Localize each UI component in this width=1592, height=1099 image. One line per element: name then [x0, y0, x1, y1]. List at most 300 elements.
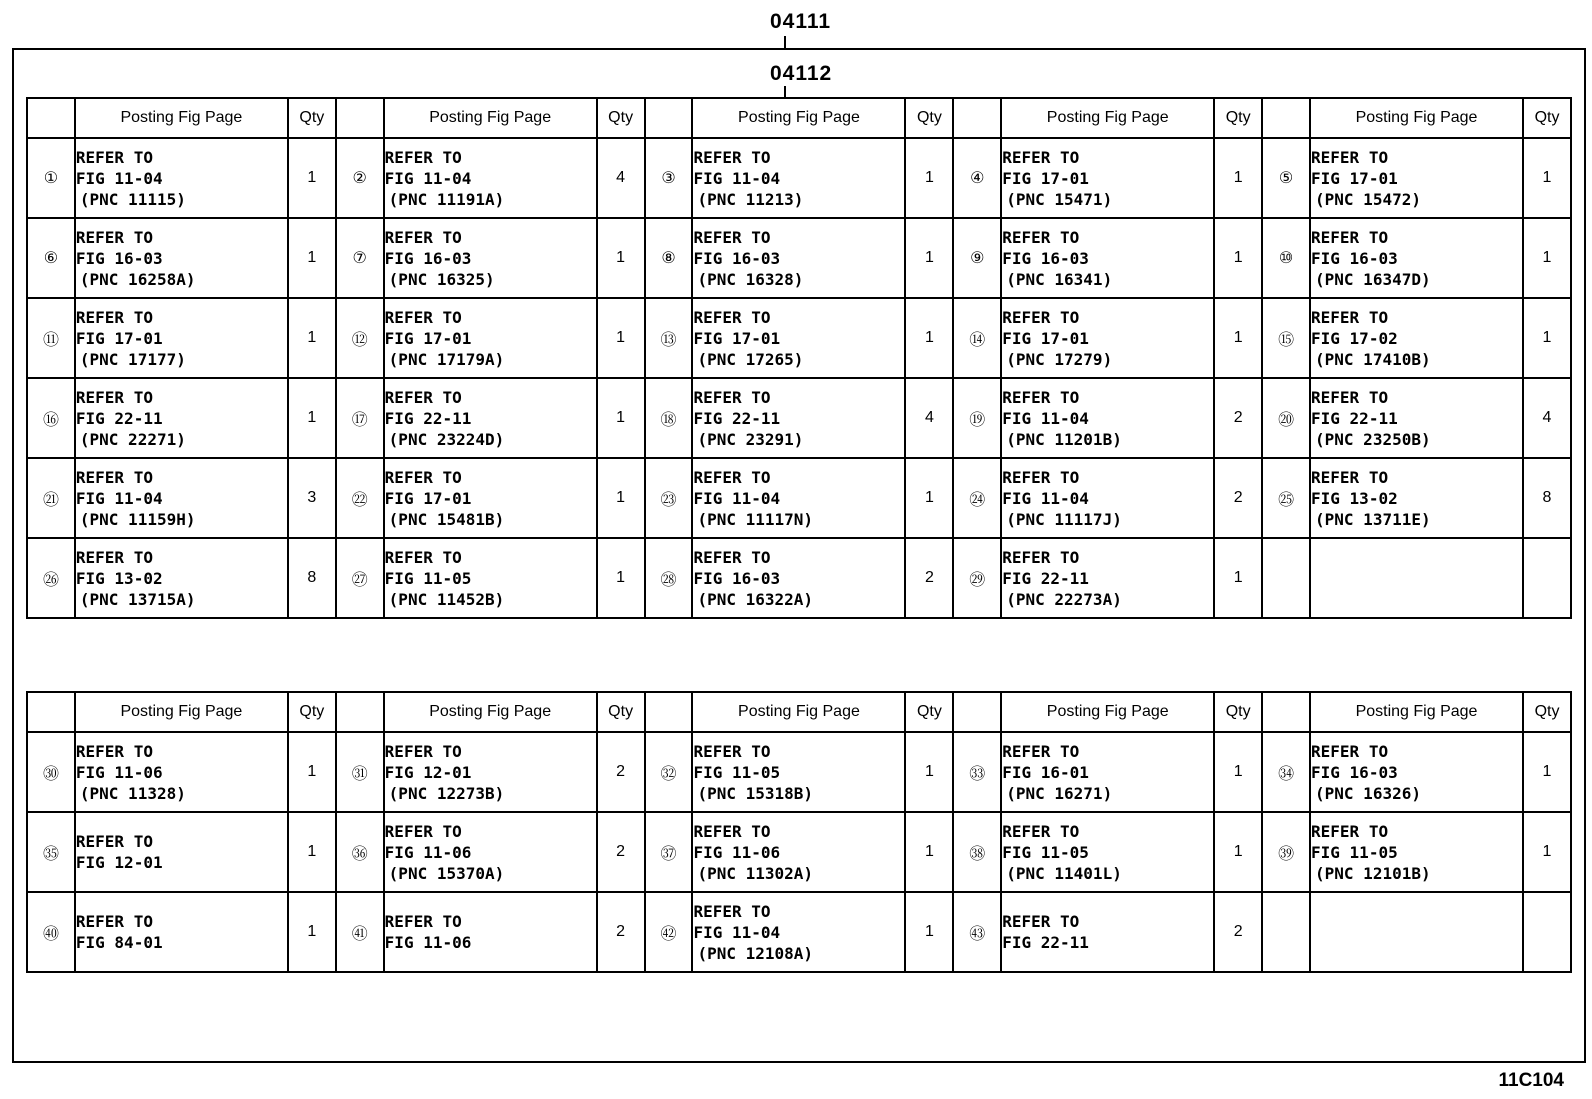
callout-number: ㊸	[969, 925, 986, 943]
qty-cell: 1	[1214, 812, 1262, 892]
callout-number: ㉑	[42, 491, 59, 509]
reference-label: REFER TO	[75, 387, 153, 407]
header-qty: Qty	[288, 98, 336, 138]
figure-reference: FIG 11-05	[384, 568, 472, 588]
reference-cell	[75, 378, 288, 458]
pnc-number: (PNC 15481B)	[388, 509, 505, 529]
callout-number: ㊷	[660, 925, 677, 943]
header-posting-fig-page: Posting Fig Page	[1310, 692, 1523, 732]
header-blank-cell	[645, 692, 693, 732]
reference-cell	[75, 732, 288, 812]
header-posting-fig-page: Posting Fig Page	[75, 692, 288, 732]
pnc-number: (PNC 16328)	[697, 269, 804, 289]
reference-label: REFER TO	[1311, 147, 1389, 167]
reference-cell	[1001, 892, 1214, 972]
reference-cell	[384, 298, 597, 378]
pnc-number: (PNC 17179A)	[388, 349, 505, 369]
reference-cell	[692, 732, 905, 812]
reference-cell	[384, 892, 597, 972]
reference-cell	[692, 298, 905, 378]
callout-number: ⑳	[1278, 411, 1295, 429]
pnc-number: (PNC 11201B)	[1006, 429, 1122, 449]
header-posting-fig-page: Posting Fig Page	[1001, 98, 1214, 138]
header-posting-fig-page: Posting Fig Page	[384, 692, 597, 732]
reference-table-1	[26, 97, 1572, 619]
figure-reference: FIG 11-04	[1002, 408, 1089, 428]
reference-cell	[75, 538, 288, 618]
index-cell	[953, 458, 1001, 538]
reference-cell	[75, 138, 288, 218]
table-row	[27, 812, 1571, 892]
qty-cell: 8	[288, 538, 336, 618]
table-row	[27, 458, 1571, 538]
qty-cell: 1	[288, 298, 336, 378]
reference-label: REFER TO	[384, 741, 462, 761]
figure-reference: FIG 22-11	[1002, 568, 1089, 588]
reference-cell	[1001, 538, 1214, 618]
header-qty: Qty	[1214, 692, 1262, 732]
qty-cell: 1	[1214, 298, 1262, 378]
callout-number: ㉒	[351, 491, 368, 509]
header-qty: Qty	[905, 692, 953, 732]
callout-number: ㉖	[42, 571, 59, 589]
index-cell	[336, 458, 384, 538]
reference-cell	[1310, 538, 1523, 618]
index-cell	[27, 458, 75, 538]
qty-cell: 2	[905, 538, 953, 618]
index-cell	[953, 218, 1001, 298]
pnc-number: (PNC 16271)	[1006, 783, 1113, 803]
table-row	[27, 298, 1571, 378]
index-cell	[645, 298, 693, 378]
reference-label: REFER TO	[1002, 741, 1080, 761]
pnc-number: (PNC 13711E)	[1315, 509, 1431, 529]
pnc-number: (PNC 11115)	[79, 189, 186, 209]
figure-reference: FIG 13-02	[1311, 488, 1398, 508]
figure-reference: FIG 13-02	[75, 568, 163, 588]
callout-number: ㊴	[1278, 845, 1295, 863]
index-cell	[1262, 458, 1310, 538]
figure-reference: FIG 17-01	[1002, 168, 1089, 188]
callout-number: ㉓	[660, 491, 677, 509]
index-cell	[336, 812, 384, 892]
reference-label: REFER TO	[1002, 387, 1080, 407]
pnc-number: (PNC 11452B)	[388, 589, 505, 609]
reference-label: REFER TO	[75, 547, 153, 567]
pnc-number: (PNC 17279)	[1006, 349, 1113, 369]
callout-number: ⑪	[42, 331, 59, 349]
reference-label: REFER TO	[693, 467, 771, 487]
qty-cell: 1	[597, 298, 645, 378]
reference-label: REFER TO	[75, 467, 153, 487]
header-blank-cell	[1262, 98, 1310, 138]
qty-cell: 1	[288, 218, 336, 298]
callout-number: ㉞	[1278, 765, 1295, 783]
figure-reference: FIG 17-01	[1002, 328, 1089, 348]
reference-cell	[1310, 458, 1523, 538]
qty-cell: 2	[597, 812, 645, 892]
qty-cell: 1	[288, 138, 336, 218]
reference-cell	[75, 218, 288, 298]
pnc-number: (PNC 16322A)	[697, 589, 814, 609]
index-cell	[1262, 298, 1310, 378]
reference-label: REFER TO	[384, 912, 462, 931]
figure-reference: FIG 11-06	[693, 842, 781, 862]
index-cell	[645, 538, 693, 618]
figure-reference: FIG 16-03	[1002, 248, 1089, 268]
index-cell	[645, 218, 693, 298]
reference-label: REFER TO	[693, 147, 771, 167]
reference-label: REFER TO	[1311, 467, 1389, 487]
qty-cell: 1	[597, 378, 645, 458]
callout-number: ㉙	[969, 571, 986, 589]
reference-label: REFER TO	[693, 387, 771, 407]
reference-cell	[692, 458, 905, 538]
index-cell	[336, 378, 384, 458]
callout-number: ㉕	[1278, 491, 1295, 509]
figure-reference: FIG 22-11	[384, 408, 472, 428]
pnc-number: (PNC 23291)	[697, 429, 804, 449]
reference-cell	[1001, 812, 1214, 892]
assembly-code-inner: 04112	[770, 62, 833, 85]
pnc-number: (PNC 16326)	[1315, 783, 1421, 803]
callout-number: ㊱	[351, 845, 368, 863]
qty-cell: 1	[905, 298, 953, 378]
qty-cell: 1	[288, 892, 336, 972]
figure-reference: FIG 22-11	[75, 408, 163, 428]
index-cell	[953, 732, 1001, 812]
pnc-number: (PNC 23224D)	[388, 429, 505, 449]
reference-label: REFER TO	[75, 307, 153, 327]
callout-number: ⑤	[1278, 170, 1294, 187]
pnc-number: (PNC 15370A)	[388, 863, 505, 883]
pnc-number: (PNC 16347D)	[1315, 269, 1431, 289]
pnc-number: (PNC 11328)	[79, 783, 186, 803]
figure-reference: FIG 11-06	[75, 762, 163, 782]
figure-reference: FIG 12-01	[384, 762, 472, 782]
table-row	[27, 378, 1571, 458]
reference-label: REFER TO	[1311, 821, 1389, 841]
reference-cell	[1001, 732, 1214, 812]
reference-cell	[1310, 298, 1523, 378]
index-cell	[953, 298, 1001, 378]
reference-label: REFER TO	[75, 912, 153, 931]
reference-label: REFER TO	[693, 741, 771, 761]
leader-line-top	[784, 36, 786, 48]
figure-reference: FIG 16-03	[1311, 248, 1398, 268]
reference-label: REFER TO	[1002, 547, 1080, 567]
figure-reference: FIG 11-05	[693, 762, 781, 782]
figure-reference: FIG 11-05	[1311, 842, 1398, 862]
reference-cell	[384, 378, 597, 458]
pnc-number: (PNC 11213)	[697, 189, 804, 209]
callout-number: ⑧	[661, 250, 676, 267]
figure-reference: FIG 11-06	[384, 842, 472, 862]
reference-label: REFER TO	[693, 227, 771, 247]
qty-cell: 1	[1523, 138, 1571, 218]
reference-label: REFER TO	[75, 227, 153, 247]
reference-label: REFER TO	[384, 307, 462, 327]
callout-number: ⑭	[969, 331, 986, 349]
pnc-number: (PNC 11401L)	[1006, 863, 1122, 883]
pnc-number: (PNC 17410B)	[1315, 349, 1431, 369]
callout-number: ⑯	[42, 411, 59, 429]
reference-label: REFER TO	[1002, 147, 1080, 167]
header-qty: Qty	[905, 98, 953, 138]
header-qty: Qty	[1214, 98, 1262, 138]
figure-reference: FIG 16-03	[75, 248, 163, 268]
reference-cell	[1310, 378, 1523, 458]
index-cell	[27, 892, 75, 972]
figure-reference: FIG 16-03	[693, 568, 781, 588]
pnc-number: (PNC 22273A)	[1006, 589, 1122, 609]
callout-number: ⑩	[1278, 250, 1294, 267]
reference-label: REFER TO	[693, 821, 771, 841]
pnc-number: (PNC 13715A)	[79, 589, 196, 609]
header-blank-cell	[953, 692, 1001, 732]
reference-cell	[384, 458, 597, 538]
qty-cell: 2	[1214, 892, 1262, 972]
figure-reference: FIG 16-03	[384, 248, 472, 268]
reference-label: REFER TO	[75, 147, 153, 167]
callout-number: ⑨	[970, 250, 985, 267]
callout-number: ⑥	[43, 250, 59, 267]
reference-cell	[1001, 138, 1214, 218]
table-row	[27, 138, 1571, 218]
qty-cell: 1	[905, 892, 953, 972]
header-qty: Qty	[597, 692, 645, 732]
callout-number: ㉛	[351, 765, 368, 783]
figure-reference: FIG 11-06	[384, 933, 472, 952]
header-qty: Qty	[1523, 98, 1571, 138]
reference-cell	[1001, 298, 1214, 378]
qty-cell: 1	[905, 732, 953, 812]
reference-label: REFER TO	[693, 307, 771, 327]
figure-reference: FIG 11-04	[693, 168, 781, 188]
reference-label: REFER TO	[384, 821, 462, 841]
figure-reference: FIG 17-01	[693, 328, 781, 348]
pnc-number: (PNC 15471)	[1006, 189, 1113, 209]
reference-label: REFER TO	[384, 387, 462, 407]
qty-cell: 1	[1214, 218, 1262, 298]
index-cell	[336, 732, 384, 812]
figure-reference: FIG 12-01	[75, 853, 163, 872]
table-row	[27, 892, 1571, 972]
qty-cell: 1	[597, 218, 645, 298]
qty-cell	[1523, 538, 1571, 618]
reference-label: REFER TO	[75, 741, 153, 761]
reference-cell	[692, 892, 905, 972]
index-cell	[27, 732, 75, 812]
reference-table-2	[26, 691, 1572, 973]
qty-cell: 1	[597, 538, 645, 618]
reference-label: REFER TO	[693, 901, 771, 921]
callout-number: ①	[43, 170, 59, 187]
reference-cell	[75, 298, 288, 378]
index-cell	[336, 538, 384, 618]
qty-cell: 1	[1214, 538, 1262, 618]
reference-cell	[1310, 218, 1523, 298]
figure-reference: FIG 11-04	[693, 922, 781, 942]
callout-number: ㊶	[351, 925, 368, 943]
pnc-number: (PNC 17265)	[697, 349, 804, 369]
header-posting-fig-page: Posting Fig Page	[75, 98, 288, 138]
header-blank-cell	[336, 692, 384, 732]
qty-cell	[1523, 892, 1571, 972]
header-qty: Qty	[597, 98, 645, 138]
reference-cell	[692, 218, 905, 298]
reference-cell	[1310, 892, 1523, 972]
reference-label: REFER TO	[1311, 307, 1389, 327]
callout-number: ㉘	[660, 571, 677, 589]
index-cell	[27, 378, 75, 458]
figure-reference: FIG 11-04	[384, 168, 472, 188]
figure-reference: FIG 16-03	[1311, 762, 1398, 782]
qty-cell: 1	[288, 732, 336, 812]
index-cell	[953, 892, 1001, 972]
index-cell	[1262, 892, 1310, 972]
index-cell	[336, 298, 384, 378]
figure-reference: FIG 16-01	[1002, 762, 1089, 782]
figure-reference: FIG 22-11	[1311, 408, 1398, 428]
index-cell	[645, 732, 693, 812]
figure-reference: FIG 17-01	[75, 328, 163, 348]
figure-reference: FIG 11-05	[1002, 842, 1089, 862]
index-cell	[336, 138, 384, 218]
index-cell	[953, 538, 1001, 618]
header-posting-fig-page: Posting Fig Page	[692, 692, 905, 732]
header-posting-fig-page: Posting Fig Page	[1310, 98, 1523, 138]
index-cell	[645, 812, 693, 892]
qty-cell: 2	[597, 892, 645, 972]
index-cell	[953, 138, 1001, 218]
reference-cell	[1001, 378, 1214, 458]
pnc-number: (PNC 15472)	[1315, 189, 1421, 209]
qty-cell: 1	[905, 812, 953, 892]
qty-cell: 4	[1523, 378, 1571, 458]
qty-cell: 1	[288, 378, 336, 458]
qty-cell: 1	[1214, 138, 1262, 218]
pnc-number: (PNC 12273B)	[388, 783, 505, 803]
reference-label: REFER TO	[384, 227, 462, 247]
header-blank-cell	[336, 98, 384, 138]
pnc-number: (PNC 16325)	[388, 269, 495, 289]
qty-cell: 8	[1523, 458, 1571, 538]
callout-number: ⑦	[352, 250, 367, 267]
figure-reference: FIG 22-11	[1002, 933, 1089, 952]
qty-cell: 1	[1523, 732, 1571, 812]
pnc-number: (PNC 22271)	[79, 429, 186, 449]
reference-cell	[384, 138, 597, 218]
header-blank-cell	[1262, 692, 1310, 732]
header-posting-fig-page: Posting Fig Page	[1001, 692, 1214, 732]
pnc-number: (PNC 16341)	[1006, 269, 1113, 289]
reference-cell	[75, 892, 288, 972]
index-cell	[336, 892, 384, 972]
pnc-number: (PNC 17177)	[79, 349, 186, 369]
pnc-number: (PNC 11117N)	[697, 509, 814, 529]
pnc-number: (PNC 11191A)	[388, 189, 505, 209]
pnc-number: (PNC 16258A)	[79, 269, 196, 289]
reference-cell	[692, 378, 905, 458]
header-posting-fig-page: Posting Fig Page	[692, 98, 905, 138]
qty-cell: 2	[597, 732, 645, 812]
index-cell	[336, 218, 384, 298]
index-cell	[645, 378, 693, 458]
reference-cell	[692, 538, 905, 618]
qty-cell: 1	[905, 138, 953, 218]
reference-label: REFER TO	[1002, 227, 1080, 247]
header-blank-cell	[27, 692, 75, 732]
reference-label: REFER TO	[75, 832, 153, 851]
header-blank-cell	[645, 98, 693, 138]
pnc-number: (PNC 15318B)	[697, 783, 814, 803]
qty-cell: 2	[1214, 458, 1262, 538]
callout-number: ㊳	[969, 845, 986, 863]
figure-reference: FIG 17-01	[384, 328, 472, 348]
callout-number: ㉝	[969, 765, 986, 783]
figure-reference: FIG 17-01	[384, 488, 472, 508]
index-cell	[1262, 378, 1310, 458]
pnc-number: (PNC 12108A)	[697, 943, 814, 963]
pnc-number: (PNC 11117J)	[1006, 509, 1122, 529]
reference-cell	[384, 218, 597, 298]
header-blank-cell	[953, 98, 1001, 138]
qty-cell: 1	[288, 812, 336, 892]
qty-cell: 1	[597, 458, 645, 538]
callout-number: ③	[661, 170, 676, 187]
qty-cell: 1	[1214, 732, 1262, 812]
callout-number: ㉚	[42, 765, 59, 783]
callout-number: ⑰	[351, 411, 368, 429]
index-cell	[27, 138, 75, 218]
callout-number: ㉔	[969, 491, 986, 509]
header-posting-fig-page: Posting Fig Page	[384, 98, 597, 138]
reference-cell	[1310, 812, 1523, 892]
pnc-number: (PNC 11159H)	[79, 509, 196, 529]
qty-cell: 4	[597, 138, 645, 218]
header-qty: Qty	[1523, 692, 1571, 732]
qty-cell: 1	[905, 458, 953, 538]
callout-number: ⑫	[351, 331, 368, 349]
qty-cell: 1	[1523, 298, 1571, 378]
reference-label: REFER TO	[384, 467, 462, 487]
callout-number: ⑬	[660, 331, 677, 349]
index-cell	[1262, 812, 1310, 892]
qty-cell: 4	[905, 378, 953, 458]
figure-reference: FIG 17-01	[1311, 168, 1398, 188]
callout-number: ㉟	[42, 845, 59, 863]
pnc-number: (PNC 12101B)	[1315, 863, 1431, 883]
reference-label: REFER TO	[1002, 912, 1080, 931]
qty-cell: 1	[905, 218, 953, 298]
index-cell	[1262, 218, 1310, 298]
assembly-code-top: 04111	[770, 10, 832, 33]
index-cell	[645, 458, 693, 538]
index-cell	[953, 812, 1001, 892]
reference-label: REFER TO	[384, 147, 462, 167]
figure-reference: FIG 11-04	[1002, 488, 1089, 508]
reference-cell	[384, 812, 597, 892]
index-cell	[1262, 538, 1310, 618]
index-cell	[27, 538, 75, 618]
callout-number: ⑱	[660, 411, 677, 429]
header-qty: Qty	[288, 692, 336, 732]
index-cell	[1262, 732, 1310, 812]
figure-reference: FIG 11-04	[75, 168, 163, 188]
reference-label: REFER TO	[1311, 387, 1389, 407]
index-cell	[27, 218, 75, 298]
